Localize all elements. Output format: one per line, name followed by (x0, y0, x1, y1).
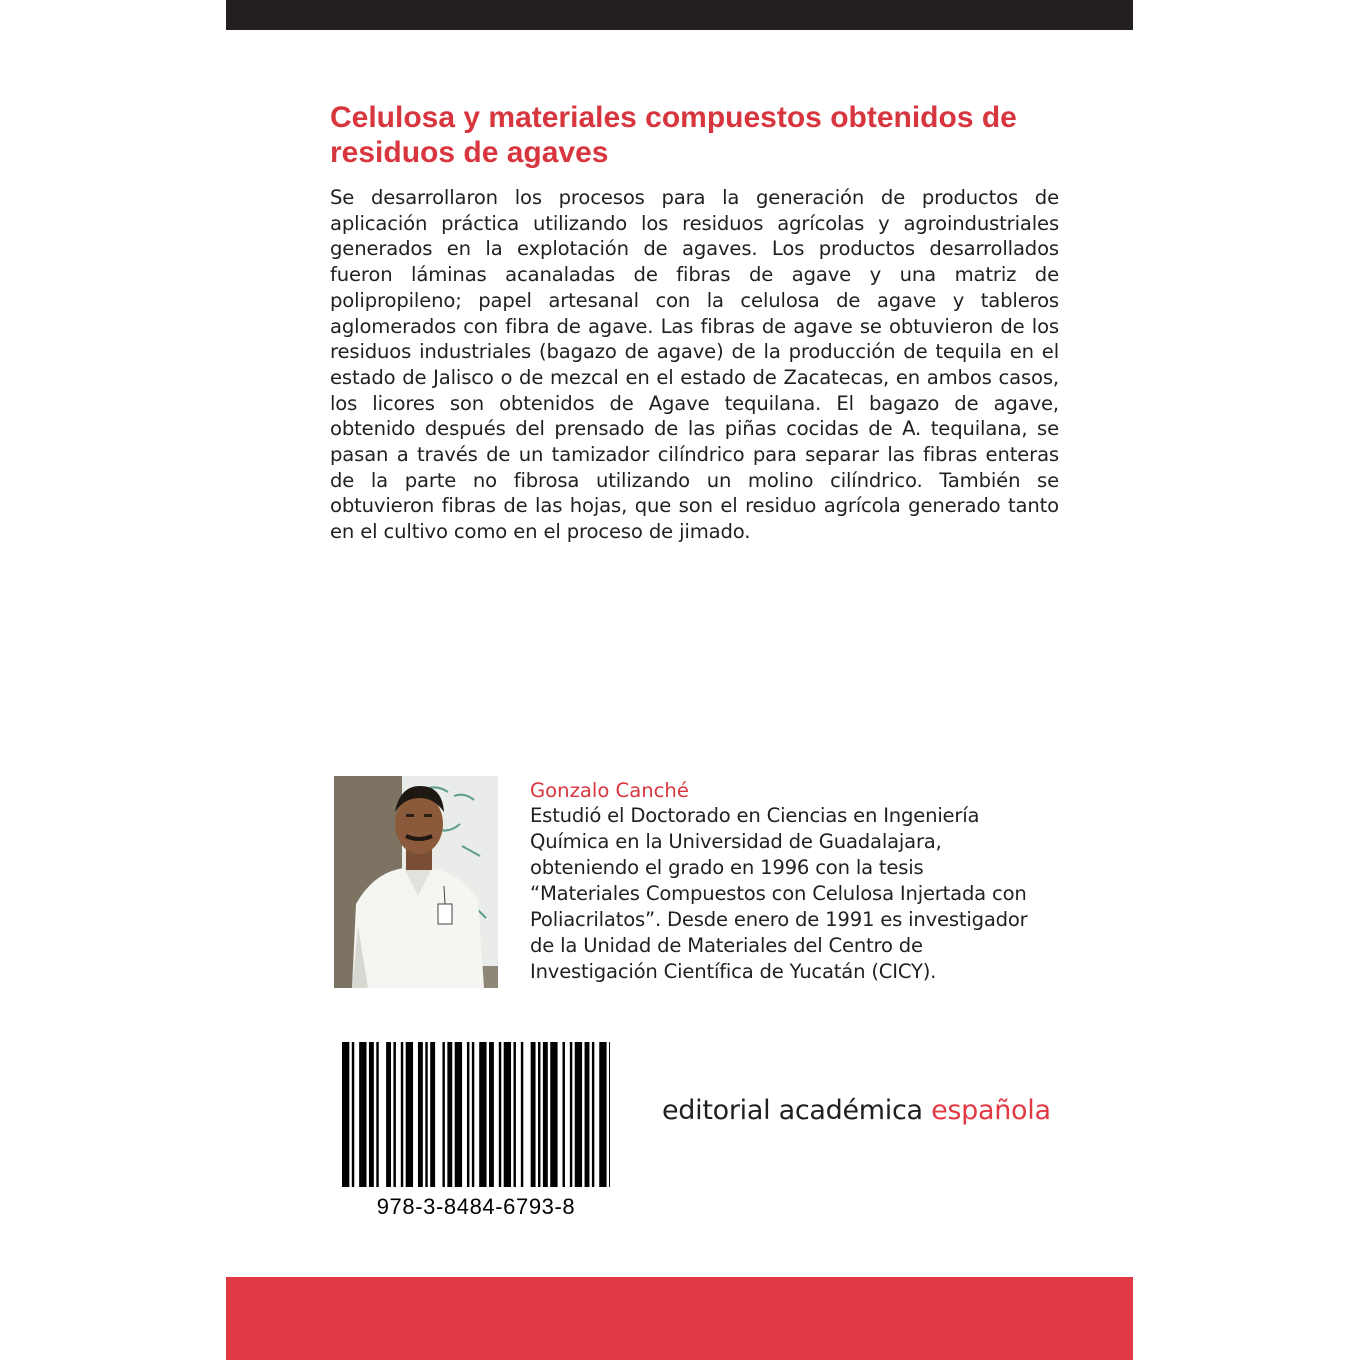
isbn-number: 978-3-8484-6793-8 (376, 1194, 576, 1219)
publisher-logo (662, 1095, 1051, 1126)
book-title: Celulosa y materiales compuestos obtenidos de residuos de agaves (330, 101, 1017, 169)
book-back-cover (226, 0, 1133, 1360)
publisher-name-accent: española (931, 1095, 1051, 1126)
top-band (226, 0, 1133, 30)
book-abstract: Se desarrollaron los procesos para la generación de productos de aplicación práctica utilizando los residuos agrícolas y agroindustriales generados en la explotación de agaves. Los productos desarrollados fueron láminas acanaladas de fibras de agave y una matriz de polipropileno; papel artesanal con la celulosa de agave y tableros aglomerados con fibra de agave. Las fibras de agave se obtuvieron de los residuos industriales (bagazo de agave) de la producción de tequila en el estado de Jalisco o de mezcal en el estado de Zacatecas, en ambos casos, los licores son obtenidos de Agave tequilana. El bagazo de agave, obtenido después del prensado de las piñas cocidas de A. tequilana, se pasan a través de un tamizador cilíndrico para separar las fibras enteras de la parte no fibrosa utilizando un molino cilíndrico. También se obtuvieron fibras de las hojas, que son el residuo agrícola generado tanto en el cultivo como en el proceso de jimado. (330, 186, 1059, 544)
publisher-name: editorial académica (662, 1095, 932, 1126)
author-bio: Estudió el Doctorado en Ciencias en Ingeniería Química en la Universidad de Guadalajara, obteniendo el grado en 1996 con la tesis “Materiales Compuestos con Celulosa Injertada con Poliacrilatos”. Desde enero de 1991 es investigador de la Unidad de Materiales del Centro de Investigación Científica de Yucatán (CICY). (530, 804, 1028, 983)
bottom-band (226, 1277, 1133, 1360)
author-photo (334, 776, 498, 988)
author-name: Gonzalo Canché (530, 779, 689, 802)
isbn-barcode (342, 1042, 610, 1187)
